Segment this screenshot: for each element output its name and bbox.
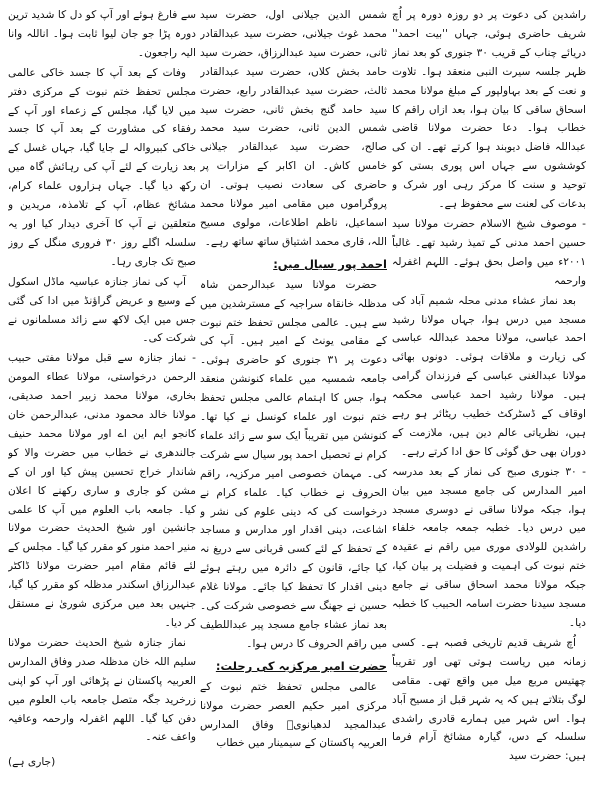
- paragraph: نماز جنازہ شیخ الحدیث حضرت مولانا سلیم اللہ خان مدظلہ صدر وفاق المدارس العربیہ پاکستان نے پڑھائی اور آپ کو اپنی زرخرید جگہ متصل جامعہ باب العلوم میں دفن کیا گیا۔ اللھم اغفرلہ وارحمہ وعافیہ واعف عنہ۔: [8, 636, 196, 744]
- section-heading: حضرت امیر مرکزیہ کی رحلت:: [215, 658, 387, 673]
- paragraph: راشدین کی دعوت پر دو روزہ دورہ پر اُچ شریف حاضری ہوئی، جہاں ''بیت احمد'' دریائے چناب کے قریب ۳۰ جنوری کو بعد نماز ظہر جلسہ سیرت النبی منعقد ہوا۔ تلاوت و نعت کے بعد بہاولپور کے مبلغ مولانا محمد اسحاق ساقی کا بیان ہوا، بعد ازاں راقم کا خطاب ہوا۔ دعا حضرت مولانا قاضی عبداللہ فاضل دیوبند ہوا کرتے تھے۔ ان کی کوششوں سے جہاں اس پوری بستی کو توحید و سنت کا مرکز رہی اور شرک و بدعات کی لعنت سے محفوظ ہے۔: [392, 9, 586, 211]
- article-column-left: [8, 6, 196, 794]
- article-column-right: [392, 6, 586, 794]
- paragraph: - ۳۰ جنوری صبح کی نماز کے بعد مدرسہ امیر المدارس کی جامع مسجد میں بیان ہوا، جبکہ مولانا ساقی نے دوسری مسجد میں درس دیا۔ خطبہ جمعہ جامعہ خلفاء راشدین للولادی موری میں راقم نے عقیدہ ختم نبوت کی اہمیت و فضیلت پر بیان کیا، جبکہ مولانا محمد اسحاق ساقی نے جامع مسجد سیدنا حضرت اسامہ الحبیب کا خطبہ دیا۔: [392, 463, 586, 633]
- paragraph: اُچ شریف قدیم تاریخی قصبہ ہے۔ کسی زمانہ میں ریاست ہوتی تھی اور تقریباً چھتیس مربع میل میں واقع تھی۔ مقامی لوگ بتلاتے ہیں کہ یہ شہر قبل از مسیح آباد ہوا۔ اس شہر میں ہمارے قادری راشدی سلسلہ کے دس، گیارہ مشائخ آرام فرما ہیں: حضرت سید: [392, 636, 586, 763]
- paragraph: - نماز جنازہ سے قبل مولانا مفتی حبیب الرحمن درخواستی، مولانا عطاء المومن بخاری، مولانا محمد زبیر احمد صدیقی، مولانا خالد محمود مدنی، عبدالرحمن خان کانجو ایم این اے اور مولانا محمد حنیف جالندھری نے خطاب میں حضرت والا کو شاندار خراج تحسین پیش کیا اور ان کے مشن کو جاری و ساری رکھنے کا اعلان کیا۔ جامعہ باب العلوم میں آپ کا علمی جانشین اور شیخ الحدیث حضرت مولانا منیر احمد منور کو مقرر کیا گیا۔ مجلس کے لئے قائم مقام امیر حضرت مولانا ڈاکٹر عبدالرزاق اسکندر مدظلہ کو مقرر کیا گیا، جنہیں بعد میں مرکزی شوریٰ نے مستقل کر دیا۔: [8, 349, 196, 633]
- article-column-middle: [200, 6, 387, 794]
- paragraph: عالمی مجلس تحفظ ختم نبوت کے مرکزی امیر حکیم العصر حضرت مولانا عبدالمجید لدھیانویؒ وفاق المدارس العربیہ پاکستان کے سیمینار میں خطاب: [200, 680, 387, 750]
- paragraph: سے فارغ ہوئے اور آپ کو دل کا شدید ترین دورہ پڑا جو جان لیوا ثابت ہوا۔ اناللہ وانا الیہ راجعون۔: [8, 9, 196, 59]
- section-heading: احمد پور سیال میں:: [273, 256, 387, 271]
- paragraph: وفات کے بعد آپ کا جسد خاکی عالمی مجلس تحفظ ختم نبوت کے مرکزی دفتر میں لایا گیا، مجلس کے زعماء اور آپ کے رفقاء کی مشاورت کے بعد آپ کا جسد خاکی کبیروالہ لے جایا گیا، جہاں غسل کے بعد زیارت کے لئے آپ کی رہائش گاہ میں رکھ دیا گیا۔ جہاں ہزاروں علماء کرام، مشائخ عظام، آپ کے تلامذہ، مریدین و متعلقین نے آپ کا آخری دیدار کیا اور یہ سلسلہ اگلے روز ۳۰ فروری منگل کے روز صبح تک جاری رہا۔: [8, 66, 196, 268]
- paragraph: حضرت مولانا سید عبدالرحمن شاہ مدظلہ خانقاہ سراجیہ کے مسترشدین میں سے ہیں۔ عالمی مجلس تحفظ ختم نبوت کے مقامی یونٹ کے امیر ہیں۔ آپ کی دعوت پر ۳۱ جنوری کو حاضری ہوئی۔ جامعہ شمسیہ میں علماء کنونشن منعقد ہوا، جس کا اہتمام عالمی مجلس تحفظ ختم نبوت اور علماء کونسل نے کیا تھا۔ کنونشن میں تقریباً ایک سو سے زائد علماء کرام نے تحصیل احمد پور سیال سے شرکت کی۔ مہمان خصوصی امیر مرکزیہ، راقم الحروف نے خطاب کیا۔ علماء کرام نے درخواست کی کہ دینی علوم کی نشر و اشاعت، دینی اقدار اور مدارس و مساجد کے تحفظ کے لئے کسی قربانی سے دریغ نہ کیا جائے، قانون کے دائرہ میں رہتے ہوئے دینی اقدار کا تحفظ کیا جائے۔ مولانا غلام حسین نے جھنگ سے خصوصی شرکت کی۔ بعد نماز عشاء جامع مسجد پیر عبداللطیف میں راقم الحروف کا درس ہوا۔: [200, 278, 387, 650]
- paragraph: بعد نماز عشاء مدنی محلہ شمیم آباد کی مسجد میں درس ہوا، جہاں مولانا رشید احمد عباسی، مولانا محمد عبداللہ عباسی کی زیارت و ملاقات ہوئی۔ دونوں بھائی مولانا عبدالغنی عباسی کے فرزندان گرامی ہیں۔ مولانا رشید احمد عباسی محکمہ اوقاف کے ڈسٹرکٹ خطیب ریٹائر ہو رہے ہیں، نظریاتی عالم دین ہیں، ملازمت کے دوران بھی حق گوئی کا حق ادا کرتے رہے۔: [392, 294, 586, 458]
- paragraph: - موصوف شیخ الاسلام حضرت مولانا سید حسین احمد مدنی کے تمیذ رشید تھے۔ غالباً ۲۰۰۱ء میں واصل بحق ہوئے۔ اللہم اغفرلہ وارحمہ: [392, 215, 586, 291]
- continued-note: (جاری ہے): [8, 756, 56, 769]
- paragraph: شمس الدین جیلانی اول، حضرت سید محمد غوث جیلانی، حضرت سید عبدالقادر ثانی، حضرت سید عبدالرزاق، حضرت سید حامد بخش کلاں، حضرت سید عبدالقادر ثالث، حضرت سید عبدالقادر رابع، حضرت سید حامد گنج بخش ثانی، حضرت سید شمس الدین ثانی، حضرت سید محمد صالح، حضرت سید عبدالقادر جیلانی خامس کاش۔ ان اکابر کے مزارات پر حاضری کی سعادت نصیب ہوتی۔ ان پروگراموں میں مقامی امیر مولانا محمد اسماعیل، ناظم اطلاعات، مولوی مسیح اللہ، قاری محمد اشتیاق ساتھ ساتھ رہے۔: [200, 9, 387, 248]
- paragraph: آپ کی نماز جنازہ عباسیہ ماڈل اسکول کے وسیع و عریض گراؤنڈ میں ادا کی گئی جس میں ایک لاکھ سے زائد مسلمانوں نے شرکت کی۔: [8, 275, 196, 345]
